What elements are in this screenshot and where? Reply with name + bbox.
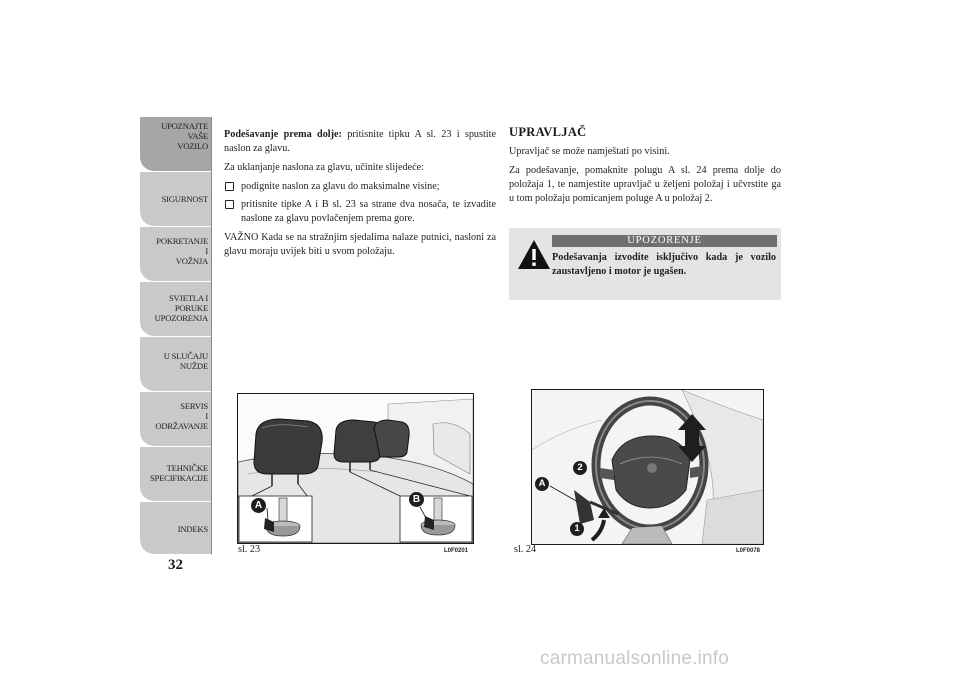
figure-23-code: L0F0201 — [444, 548, 469, 554]
tab-tehnicke-specifikacije[interactable]: TEHNIČKE SPECIFIKACIJE — [140, 447, 211, 501]
bullet-item — [224, 180, 496, 194]
lead-text: pritisnite tipku A sl. 23 i spustite naslon za glavu. — [224, 129, 496, 154]
headrest-lowering-paragraph — [224, 128, 496, 156]
callout-2: 2 — [573, 461, 587, 475]
warning-triangle-icon — [517, 238, 551, 272]
page-number: 32 — [168, 557, 183, 573]
figure-headrests — [237, 393, 474, 544]
sidebar-border — [211, 117, 212, 554]
warning-box — [509, 228, 781, 300]
checkbox-bullet-icon — [225, 182, 234, 191]
tab-sigurnost[interactable]: SIGURNOST — [140, 172, 211, 226]
right-column — [509, 125, 781, 211]
bullet-text: podignite naslon za glavu do maksimalne visine; — [241, 181, 440, 192]
bullet-text: pritisnite tipke A i B sl. 23 sa strane dva nosača, te izvadite naslone za glavu povlačenjem prema gore. — [241, 199, 496, 224]
callout-b: B — [409, 492, 424, 507]
figure-steering — [531, 389, 764, 545]
tab-indeks[interactable]: INDEKS — [140, 502, 211, 554]
removal-intro: Za uklanjanje naslona za glavu, učinite slijedeće: — [224, 162, 424, 173]
important-note: VAŽNO Kada se na stražnjim sjedalima nalaze putnici, nasloni za glavu moraju uvijek biti u svom položaju. — [224, 232, 496, 257]
figure-24-code: L0F0078 — [736, 548, 761, 554]
callout-1: 1 — [570, 522, 584, 536]
tab-pokretanje-i-voznja[interactable]: POKRETANJE I VOŽNJA — [140, 227, 211, 281]
section-heading: UPRAVLJAČ — [509, 125, 587, 139]
bullet-item — [224, 198, 496, 226]
figure-23-caption: sl. 23 — [238, 544, 261, 555]
tab-u-slucaju-nuzde[interactable]: U SLUČAJU NUŽDE — [140, 337, 211, 391]
warning-text: Podešavanja izvodite isključivo kada je vozilo zaustavljeno i motor je ugašen. — [552, 252, 776, 277]
tab-svjetla-i-poruke[interactable]: SVJETLA I PORUKE UPOZORENJA — [140, 282, 211, 336]
watermark: carmanualsonline.info — [540, 648, 730, 669]
callout-a: A — [535, 477, 549, 491]
checkbox-bullet-icon — [225, 200, 234, 209]
steering-wheel-illustration — [532, 390, 763, 544]
lead-label: Podešavanje prema dolje: — [224, 129, 342, 140]
figure-24-caption: sl. 24 — [514, 544, 537, 555]
warning-title: UPOZORENJE — [552, 235, 777, 247]
steering-intro: Upravljač se može namještati po visini. — [509, 146, 670, 157]
headrest-illustration — [238, 394, 473, 543]
steering-instructions: Za podešavanje, pomaknite polugu A sl. 24 prema dolje do položaja 1, te namjestite upravljač u željeni položaj i učvrstite ga u tom položaju pomicanjem poluge A u položaj 2. — [509, 165, 781, 204]
left-column — [224, 128, 496, 264]
callout-a: A — [251, 498, 266, 513]
chapter-sidebar — [140, 117, 211, 554]
tab-upoznajte-vase-vozilo[interactable]: UPOZNAJTE VAŠE VOZILO — [140, 117, 211, 171]
tab-servis-i-odrzavanje[interactable]: SERVIS I ODRŽAVANJE — [140, 392, 211, 446]
